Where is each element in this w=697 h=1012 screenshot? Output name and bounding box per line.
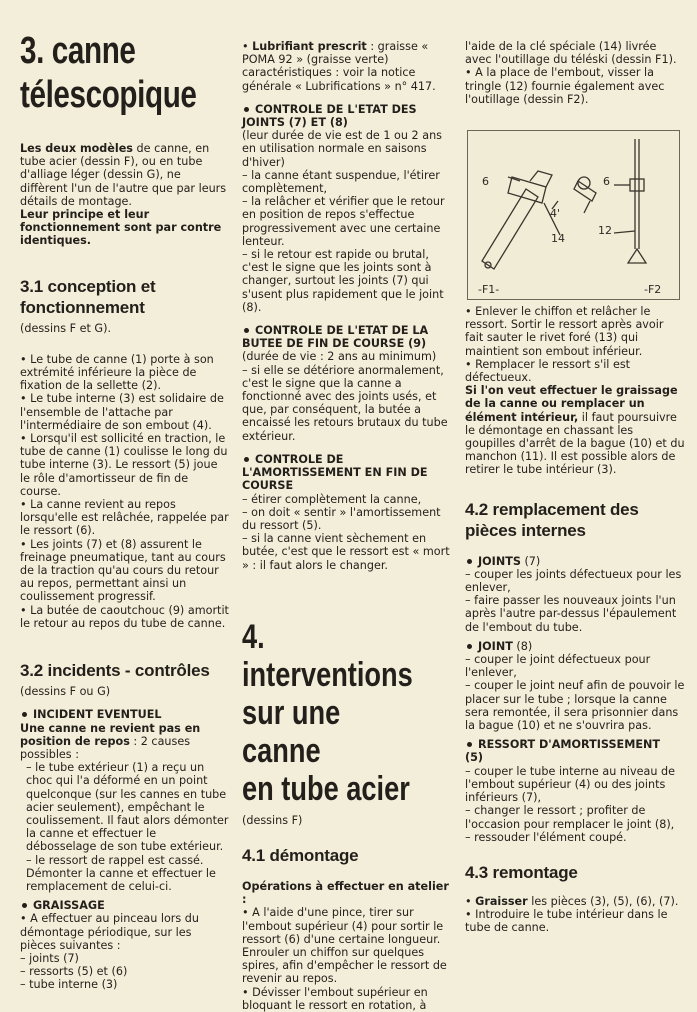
bullet-icon xyxy=(22,712,27,717)
control-amortissement-item: – on doit « sentir » l'amortissement du ressort (5). xyxy=(242,505,441,532)
ressort-item: – changer le ressort ; profiter de l'occasion pour remplacer le joint (8), xyxy=(465,804,675,831)
control-butee-text: – si elle se détériore anormalement, c'est le signe que la canne a fonctionné avec des joints usés, et que, par conséquent, la butée a encaissé les retours brutaux du tube extérieur. xyxy=(242,363,448,443)
heading-number: 3. xyxy=(20,30,44,72)
ops-item: • A l'aide d'une pince, tirer sur l'embout supérieur (4) pour sortir le ressort (6) d'une certaine longueur. Enrouler un chiffon sur quelques spires, afin d'empêcher le ressort de revenir au repos. xyxy=(242,906,447,986)
control-joints-item: – la canne étant suspendue, l'étirer complètement, xyxy=(242,168,440,196)
control-joints-title: CONTROLE DE L'ETAT DES JOINTS (7) ET (8) xyxy=(242,102,417,130)
graissage-paragraph: Si l'on veut effectuer le graissage de la canne ou remplacer un élément intérieur, il faut poursuivre le démontage en chassant les goupilles d'arrêt de la bague (10) et du manchon (11). Il est possible alors de retirer le tube intérieur (3). xyxy=(465,384,685,477)
control-amortissement-title: CONTROLE DE L'AMORTISSEMENT EN FIN DE COURSE xyxy=(242,452,428,493)
column-2 xyxy=(242,0,452,1012)
section-3-2-subtitle: (dessins F ou G) xyxy=(20,685,111,699)
control-joints-item: – la relâcher et vérifier que le retour en position de repos s'effectue progressivement avec une certaine lenteur. xyxy=(242,195,445,248)
graissage-title: GRAISSAGE xyxy=(20,899,230,912)
ressort-item: – ressouder l'élément coupé. xyxy=(465,830,627,844)
ressort-number: (5) xyxy=(465,751,484,765)
section-4-3-title: 4.3 remontage xyxy=(465,862,578,882)
incident-cause-1: – le tube extérieur (1) a reçu un choc qui l'a déformé en un point quelconque (sur les cannes en tube acier seulement), empêchant le coulissement. Il faut alors démonter la canne et effectuer le débosselage de son tube extérieur. xyxy=(26,761,229,854)
joints7-item: – faire passer les nouveaux joints l'un après l'autre par-dessus l'épaulement de l'embout du tube. xyxy=(465,594,677,634)
figure-label-12: 12 xyxy=(598,224,612,237)
figure-f1-f2 xyxy=(467,130,680,300)
lubricant-paragraph: • Lubrifiant prescrit : graisse « POMA 92 » (graisse verte) caractéristiques : voir la notice générale « Lubrifications » n° 417. xyxy=(242,40,436,93)
continued-text: l'aide de la clé spéciale (14) livrée avec l'outillage du téléski (dessin F1). xyxy=(465,40,677,67)
section-3-2-title: 3.2 incidents - contrôles xyxy=(20,661,210,681)
tool-drawing xyxy=(468,131,679,299)
heading-line: en tube acier xyxy=(242,769,410,808)
remontage-item: • Introduire le tube intérieur dans le tube de canne. xyxy=(465,908,668,935)
intro-paragraph: Les deux modèles de canne, en tube acier (dessin F), ou en tube d'alliage léger (dessin G), ne diffèrent l'un de l'autre que par leurs détails de montage. xyxy=(20,142,227,208)
list-item: • Le tube interne (3) est solidaire de l'ensemble de l'attache par l'intermédiaire de son embout (4). xyxy=(20,392,224,432)
control-joints-item: – si le retour est rapide ou brutal, c'est le signe que les joints sont à changer, surtout les joints (7) qui s'usent plus rapidement que le joint (8). xyxy=(242,248,444,314)
bullet-icon xyxy=(244,107,249,112)
incident-cause-2: – le ressort de rappel est cassé. Démonter la canne et effectuer le remplacement de celui-ci. xyxy=(26,853,216,893)
ressort-item: – couper le tube interne au niveau de l'embout supérieur (4) ou des joints inférieurs (7), xyxy=(465,764,676,805)
section-4-subtitle: (dessins F) xyxy=(242,813,303,827)
figure-label-14: 14 xyxy=(551,232,565,245)
joints7-item: – couper les joints défectueux pour les enlever, xyxy=(465,567,682,595)
graissage-list-item: – joints (7) xyxy=(20,951,79,965)
bullet-icon xyxy=(467,644,472,649)
section-3-1-subtitle: (dessins F et G). xyxy=(20,321,111,335)
graissage-list-item: – ressorts (5) et (6) xyxy=(20,965,128,979)
column-3-lower xyxy=(465,305,685,935)
heading-line: sur une canne xyxy=(242,693,341,770)
figure-label-f1: -F1- xyxy=(478,283,500,296)
bullet-icon xyxy=(244,328,249,333)
column-3 xyxy=(465,0,685,106)
list-item: • La butée de caoutchouc (9) amortit le retour au repos du tube de canne. xyxy=(20,603,229,630)
ops-item: • Dévisser l'embout supérieur en bloquant le ressort en rotation, à xyxy=(242,985,428,1012)
joint8-item: – couper le joint défectueux pour l'enlever, xyxy=(465,653,651,680)
heading-line: interventions xyxy=(242,655,413,694)
section-4-1-title: 4.1 démontage xyxy=(242,845,359,865)
intro-bold-paragraph: Leur principe et leur fonctionnement sont par contre identiques. xyxy=(20,208,222,248)
section-3-1-title: 3.1 conception et fonctionnement xyxy=(20,276,156,317)
list-item: • Remplacer le ressort s'il est défectueux. xyxy=(465,357,631,385)
control-amortissement-item: – si la canne vient sèchement en butée, c'est que le ressort est « mort » : il faut alors le changer. xyxy=(242,532,450,572)
list-item: • Le tube de canne (1) porte à son extrémité inférieure la pièce de fixation de la sellette (2). xyxy=(20,352,214,393)
figure-label-4: 4' xyxy=(550,207,561,220)
incident-title: INCIDENT EVENTUEL xyxy=(20,708,230,721)
figure-label-6-right: 6 xyxy=(603,175,610,188)
place-item: • A la place de l'embout, visser la tringle (12) fournie également avec l'outillage (dessin F2). xyxy=(465,66,665,106)
incident-paragraph: Une canne ne revient pas en position de repos : 2 causes possibles : xyxy=(20,721,201,761)
graissage-text: • A effectuer au pinceau lors du démontage périodique, sur les pièces suivantes : xyxy=(20,912,199,952)
section-4-2-title: 4.2 remplacement des pièces internes xyxy=(465,499,639,540)
heading-number: 4. xyxy=(242,617,265,656)
control-joints-intro: (leur durée de vie est de 1 ou 2 ans en utilisation normale en saisons d'hiver) xyxy=(242,129,442,169)
list-item: • Enlever le chiffon et relâcher le ressort. Sortir le ressort après avoir fait sauter le rivet foré (13) qui maintient son embout inférieur. xyxy=(465,305,664,358)
list-item: • Les joints (7) et (8) assurent le freinage pneumatique, tant au cours de la traction qu'au cours du retour au repos, permettant ainsi un coulissement progressif. xyxy=(20,537,226,604)
ops-title: Opérations à effectuer en atelier : xyxy=(242,879,449,907)
bullet-icon xyxy=(244,457,249,462)
remontage-item: • Graisser les pièces (3), (5), (6), (7). xyxy=(465,894,679,908)
column-1 xyxy=(20,0,230,992)
figure-label-f2: -F2 xyxy=(644,283,662,296)
control-butee-intro: (durée de vie : 2 ans au minimum) xyxy=(242,350,437,364)
section-4-heading xyxy=(242,618,452,808)
joints7-title: JOINTS (7) xyxy=(465,555,685,568)
list-item: • Lorsqu'il est sollicité en traction, le tube de canne (1) coulisse le long du tube interne (3). Le ressort (5) joue le rôle d'amortisseur de fin de course. xyxy=(20,432,228,498)
bullet-icon xyxy=(22,903,27,908)
heading-line1: canne xyxy=(51,30,136,72)
ressort-title: RESSORT D'AMORTISSEMENT xyxy=(465,738,685,751)
bullet-icon xyxy=(467,559,472,564)
section-3-heading xyxy=(20,32,230,114)
list-item: • La canne revient au repos lorsqu'elle est relâchée, rappelée par le ressort (6). xyxy=(20,498,229,538)
section-3-1-list xyxy=(20,353,230,630)
graissage-list-item: – tube interne (3) xyxy=(20,978,118,992)
heading-line2: télescopique xyxy=(20,74,197,116)
joint8-title: JOINT (8) xyxy=(465,640,685,653)
joint8-item: – couper le joint neuf afin de pouvoir le placer sur le tube ; lorsque la canne sera remontée, il sera prisonnier dans la bague (10) et ne s'ouvrira pas. xyxy=(465,679,685,733)
control-amortissement-item: – étirer complètement la canne, xyxy=(242,492,422,506)
bullet-icon xyxy=(467,742,472,747)
figure-label-6-left: 6 xyxy=(482,175,489,188)
control-butee-title: CONTROLE DE L'ETAT DE LA BUTEE DE FIN DE COURSE (9) xyxy=(242,324,429,351)
